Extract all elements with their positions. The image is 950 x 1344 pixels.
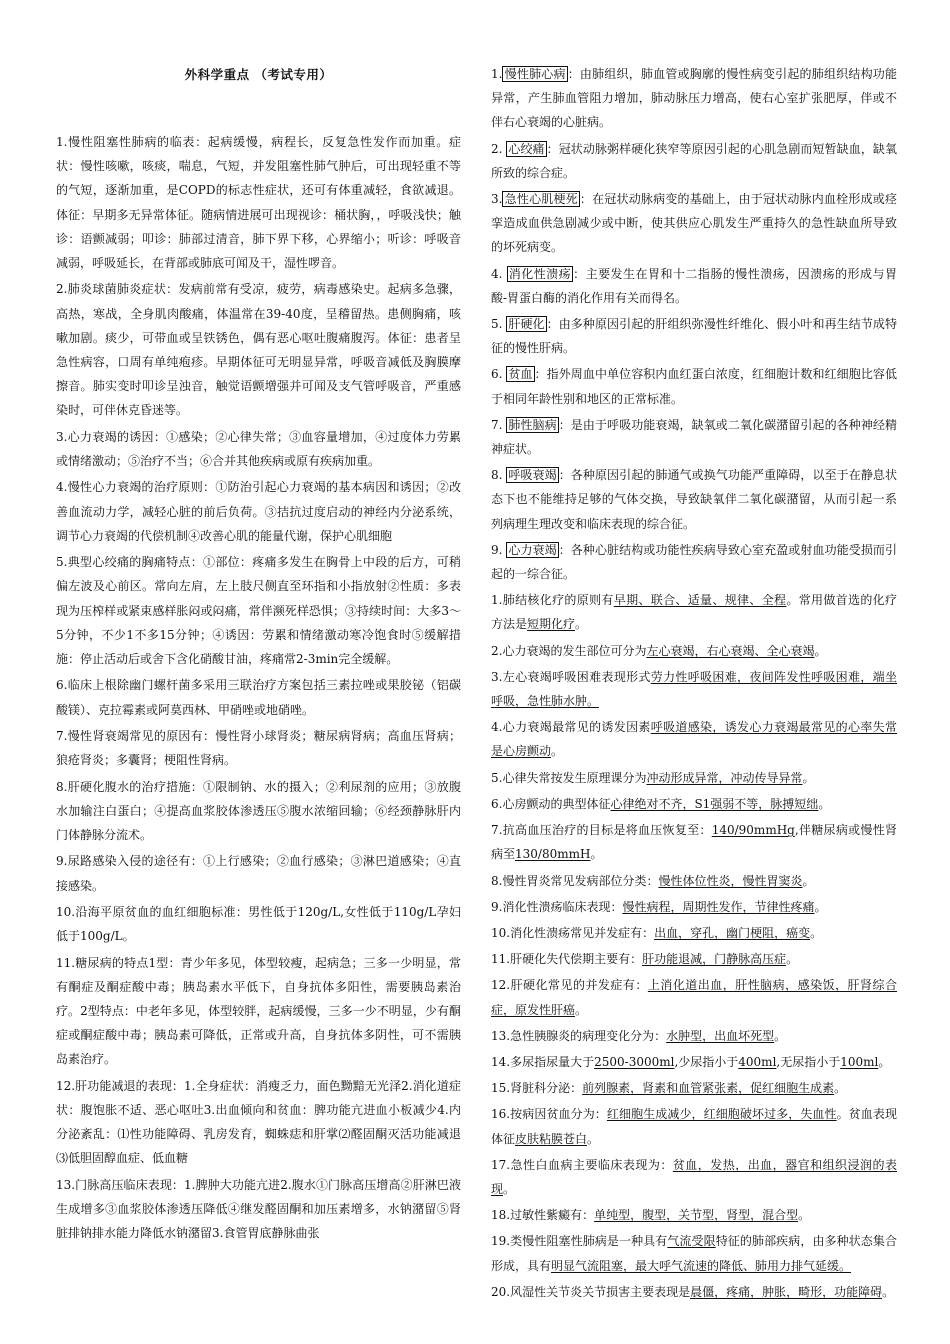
- underlined-answer: 130/80mmH: [515, 847, 591, 862]
- paragraph-text: 8.: [491, 468, 507, 483]
- underlined-answer: 140/90mmHg: [711, 823, 795, 838]
- paragraph-text: 1.肺结核化疗的原则有: [491, 593, 614, 608]
- boxed-term: 心力衰竭: [508, 542, 557, 557]
- left-paragraph: [56, 277, 461, 422]
- boxed-term: 贫血: [508, 367, 533, 382]
- underlined-answer: 100ml: [840, 1054, 879, 1069]
- underlined-answer: 上消化道出血，肝性脑病，感染饭，肝肾综合症，原发性肝癌: [491, 978, 897, 1017]
- left-paragraph: [56, 900, 461, 948]
- right-paragraph: [491, 895, 897, 919]
- right-paragraph: [491, 538, 897, 586]
- right-paragraph: [491, 1050, 897, 1074]
- right-paragraph: [491, 312, 897, 360]
- paragraph-text: 。贫血表现体征: [491, 1107, 897, 1146]
- paragraph-text: 14.多尿指尿量大于: [491, 1054, 595, 1069]
- underlined-answer: 肝功能退减，门静脉高压症: [642, 952, 787, 967]
- right-paragraph: [491, 766, 897, 790]
- paragraph-text: 。常用做首选的化疗方法是: [491, 593, 897, 632]
- paragraph-text: ：冠状动脉粥样硬化狭窄等原因引起的心肌急剧而短暂缺血，缺氧所致的综合症。: [491, 141, 897, 180]
- left-column-body: [56, 130, 461, 1245]
- boxed-term: 呼吸衰竭: [508, 468, 557, 483]
- right-paragraph: [491, 818, 897, 866]
- paragraph-text: ,伴糖尿病或慢性肾病至: [491, 823, 897, 862]
- paragraph-text: 1.慢性阻塞性肺病的临表：起病缓慢，病程长，反复急性发作而加重。症状：慢性咳嗽，咳痰，喘息，气短，并发阻塞性肺气肿后，可出现轻重不等的气短，逐渐加重，是COPD的标志性症状，还可有体重减轻，食欲减退。体征：早期多无异常体征。随病情进展可出现视诊：桶状胸，，呼吸浅快；触诊：语颤减弱；叩诊：肺部过清音，肺下界下移，心界缩小；听诊：呼吸音减弱，呼吸延长，在背部或肺底可闻及干，湿性啰音。: [56, 135, 461, 271]
- paragraph-text: 3.左心衰竭呼吸困难表现形式: [491, 669, 651, 684]
- paragraph-text: 。: [786, 952, 799, 967]
- underlined-answer: 皮肤粘膜苍白: [515, 1131, 588, 1146]
- right-paragraph: [491, 1280, 897, 1304]
- paragraph-text: 15.肾脏科分泌：: [491, 1081, 583, 1096]
- paragraph-text: 17.急性白血病主要临床表现为：: [491, 1157, 673, 1172]
- left-paragraph: [56, 849, 461, 897]
- paragraph-text: 。: [587, 1131, 600, 1146]
- paragraph-text: 1.: [491, 67, 503, 81]
- boxed-term: 肝硬化: [508, 317, 545, 332]
- paragraph-text: 7.慢性肾衰竭常见的原因有：慢性肾小球肾炎；糖尿病肾病；高血压肾病；狼疮肾炎；多囊肾；梗阻性肾病。: [56, 729, 461, 768]
- right-paragraph: [491, 921, 897, 945]
- paragraph-text: 3.: [491, 192, 503, 207]
- underlined-answer: 早期、联合、适量、规律、全程: [613, 593, 787, 608]
- right-paragraph: [491, 187, 897, 260]
- paragraph-text: 10.消化性溃疡常见并发症有：: [491, 925, 655, 940]
- paragraph-text: 3.心力衰竭的诱因：①感染；②心律失常；③血容量增加，④过度体力劳累或情绪激动；⑤治疗不当；⑥合并其他疾病或原有疾病加重。: [56, 429, 461, 469]
- underlined-answer: 400ml: [738, 1054, 777, 1069]
- boxed-term: 慢性肺心病: [504, 67, 566, 81]
- left-column: [56, 62, 461, 1248]
- underlined-answer: 慢性体位性炎，慢性胃窦炎: [658, 873, 803, 888]
- paragraph-text: 18.过敏性紫癜有：: [491, 1208, 595, 1223]
- paragraph-text: 。: [882, 1284, 895, 1299]
- underlined-answer: 左心衰竭，右心衰竭、全心衰竭: [646, 643, 815, 658]
- paragraph-text: 13.门脉高压临床表现：1.脾肿大功能亢进2.腹水①门脉高压增高②肝淋巴液生成增多③血浆胶体渗透压降低④继发醛固酮和加压素增多，水钠潴留⑤肾脏排钠排水能力降低水钠潴留3.食管胃底静脉曲张: [56, 1177, 461, 1241]
- left-paragraph: [56, 130, 461, 275]
- paragraph-text: 11.肝硬化失代偿期主要有：: [491, 952, 643, 967]
- paragraph-text: 6.: [491, 367, 507, 382]
- paragraph-text: 。: [802, 770, 815, 785]
- paragraph-text: 。: [810, 925, 823, 940]
- right-paragraph: [491, 1153, 897, 1201]
- right-paragraph: [491, 262, 897, 310]
- boxed-term: 肺性脑病: [508, 417, 557, 432]
- underlined-answer: 晨僵，疼痛，肿胀，畸形，功能障碍: [690, 1284, 883, 1299]
- right-paragraph: [491, 869, 897, 893]
- right-paragraph: [491, 1102, 897, 1150]
- paragraph-text: 。: [878, 1054, 891, 1069]
- underlined-answer: 心律绝对不齐，S1强弱不等，脉搏短绌: [610, 796, 819, 811]
- paragraph-text: 4.慢性心力衰竭的治疗原则：①防治引起心力衰竭的基本病因和诱因；②改善血流动力学，减轻心脏的前后负荷。③拮抗过度启动的神经内分泌系统，调节心力衰竭的代偿机制④改善心肌的能量代谢，保护心肌细胞: [56, 480, 461, 543]
- right-paragraph: [491, 665, 897, 713]
- paragraph-text: ：在冠状动脉病变的基础上，由于冠状动脉内血栓形成或痉挛造成血供急剧减少或中断，使其供应心肌发生严重持久的急性缺血所导致的坏死病变。: [491, 192, 897, 255]
- left-paragraph: [56, 1173, 461, 1246]
- paragraph-text: ,无尿指小于: [776, 1054, 841, 1069]
- right-paragraph: [491, 137, 897, 185]
- paragraph-text: 12.肝功能减退的表现：1.全身症状：消瘦乏力，面色黝黯无光泽2.消化道症状：腹饱胀不适、恶心呕吐3.出血倾向和贫血：脾功能亢进血小板减少4.内分泌紊乱：⑴性功能障碍、乳房发育，蜘蛛痣和肝掌⑵醛固酮灭活功能减退⑶低胆固醇血症、低血糖: [56, 1078, 461, 1166]
- left-paragraph: [56, 475, 461, 548]
- paragraph-text: ：各种原因引起的肺通气或换气功能严重障碍，以至于在静息状态下也不能维持足够的气体交换，导致缺氧伴二氧化碳潴留，从而引起一系列病理生理改变和临床表现的综合征。: [491, 468, 897, 531]
- paragraph-text: 13.急性胰腺炎的病理变化分为：: [491, 1028, 667, 1043]
- right-column: [491, 62, 897, 1306]
- right-paragraph: [491, 413, 897, 461]
- paragraph-text: 9.尿路感染入侵的途径有：①上行感染；②血行感染；③淋巴道感染；④直接感染。: [56, 854, 461, 893]
- paragraph-text: ：由肺组织，肺血管或胸廓的慢性病变引起的肺组织结构功能异常，产生肺血管阻力增加，肺动脉压力增高，使右心室扩张肥厚，伴或不伴右心衰竭的心脏病。: [491, 67, 897, 130]
- paragraph-text: ：由多种原因引起的肝组织弥漫性纤维化、假小叶和再生结节成特征的慢性肝病。: [491, 317, 897, 356]
- left-paragraph: [56, 724, 461, 772]
- paragraph-text: 5.心律失常按发生原理课分为: [491, 770, 647, 785]
- right-paragraph: [491, 792, 897, 816]
- underlined-answer: 慢性病程，周期性发作，节律性疼痛: [622, 899, 815, 914]
- paragraph-text: ：是由于呼吸功能衰竭，缺氧或二氧化碳潴留引起的各种神经精神症状。: [491, 417, 897, 457]
- underlined-answer: 出血，穿孔，幽门梗阻，癌变: [654, 925, 811, 940]
- underlined-answer: 冲动形成异常，冲动传导异常: [646, 770, 803, 785]
- paragraph-text: 9.消化性溃疡临床表现：: [491, 899, 623, 914]
- paragraph-text: 8.慢性胃炎常见发病部位分类：: [491, 873, 659, 888]
- right-paragraph: [491, 973, 897, 1021]
- paragraph-text: 4.心力衰竭最常见的诱发因素: [491, 720, 651, 735]
- paragraph-text: 特征的肺部疾病，由多种状态集合形成，具有: [491, 1234, 897, 1273]
- paragraph-text: 19.类慢性阻塞性肺病是一种具有: [491, 1234, 668, 1249]
- left-paragraph: [56, 775, 461, 848]
- paragraph-text: 。: [575, 1002, 588, 1017]
- paragraph-text: 。: [590, 847, 603, 862]
- paragraph-text: ,少尿指小于: [674, 1054, 739, 1069]
- paragraph-text: 2.: [491, 141, 507, 156]
- paragraph-text: 。: [551, 744, 564, 759]
- paragraph-text: 。: [575, 617, 588, 632]
- right-paragraph: [491, 588, 897, 636]
- right-paragraph: [491, 947, 897, 971]
- paragraph-text: 5.: [491, 317, 507, 332]
- right-column-body: [491, 62, 897, 1304]
- left-paragraph: [56, 425, 461, 473]
- paragraph-text: 。: [818, 796, 831, 811]
- right-paragraph: [491, 62, 897, 135]
- paragraph-text: 9.: [491, 542, 507, 557]
- paragraph-text: 10.沿海平原贫血的血红细胞标准：男性低于120g/L,女性低于110g/L孕妇低于100g/L。: [56, 904, 461, 944]
- paragraph-text: 7.抗高血压治疗的目标是将血压恢复至：: [491, 823, 712, 838]
- paragraph-text: ：指外周血中单位容积内血红蛋白浓度，红细胞计数和红细胞比容低于相同年龄性别和地区的正常标准。: [491, 367, 897, 406]
- paragraph-text: 。: [774, 1028, 787, 1043]
- document-title: 外科学重点 （考试专用）: [184, 67, 333, 82]
- left-paragraph: [56, 550, 461, 671]
- boxed-term: 消化性溃疡: [508, 266, 572, 281]
- paragraph-text: 。: [798, 1208, 811, 1223]
- paragraph-text: 20.风湿性关节炎关节损害主要表现是: [491, 1284, 691, 1299]
- paragraph-text: 6.临床上根除幽门螺杆菌多采用三联治疗方案包括三素拉唑或果胶铋（铝碳酸镁）、克拉霉素或阿莫西林、甲硝唑或地硝唑。: [56, 678, 461, 717]
- paragraph-text: 。: [503, 1181, 516, 1196]
- left-paragraph: [56, 1074, 461, 1171]
- paragraph-text: 5.典型心绞痛的胸痛特点：①部位：疼痛多发生在胸骨上中段的后方，可稍偏左波及心前区。常向左肩，左上肢尺侧直至环指和小指放射②性质：多表现为压榨样或紧束感样胀闷或闷痛，常伴濒死样恐惧；③持续时间：大多3～5分钟，不少1不多15分钟；④诱因：劳累和情绪激动寒冷饱食时⑤缓解措施：停止活动后或舍下含化硝酸甘油，疼痛常2-3min完全缓解。: [56, 555, 461, 667]
- right-paragraph: [491, 1076, 897, 1100]
- right-paragraph: [491, 1229, 897, 1277]
- paragraph-text: 6.心房颤动的典型体征: [491, 796, 611, 811]
- underlined-answer: 呼吸道感染，诱发心力衰竭最常见的心率失常是心房颤动: [491, 720, 897, 759]
- paragraph-text: 11.糖尿病的特点1型：青少年多见，体型较瘦，起病急；三多一少明显，常有酮症及酮症酸中毒；胰岛素水平低下，自身抗体多阳性，需要胰岛素治疗。2型特点：中老年多见，体型较胖，起病缓慢，三多一少不明显，少有酮症或酮症酸中毒；胰岛素可降低，正常或升高，自身抗体多阴性，可不需胰岛素治疗。: [56, 955, 461, 1067]
- right-paragraph: [491, 463, 897, 536]
- left-paragraph: [56, 951, 461, 1072]
- paragraph-text: 2.肺炎球菌肺炎症状：发病前常有受凉，疲劳，病毒感染史。起病多急骤，高热，寒战，全身肌肉酸痛，体温常在39-40度，呈稽留热。患侧胸痛，咳嗽加剧。痰少，可带血或呈铁锈色，偶有恶心呕吐腹痛腹泻。体征：患者呈急性病容，口周有单纯疱疹。早期体征可无明显异常，呼吸音减低及胸膜摩擦音。肺实变时叩诊呈浊音，触觉语颤增强并可闻及支气管呼吸音，严重感染时，可伴休克昏迷等。: [56, 282, 461, 418]
- underlined-answer: 单纯型，腹型，关节型，肾型，混合型: [594, 1208, 799, 1223]
- boxed-term: 急性心肌梗死: [504, 192, 578, 207]
- paragraph-text: 7.: [491, 417, 507, 432]
- paragraph-text: 4.: [491, 266, 507, 281]
- boxed-term: 心绞痛: [508, 141, 545, 156]
- paragraph-text: 12.肝硬化常见的并发症有：: [491, 978, 648, 993]
- underlined-answer: 水肿型，出血坏死型: [666, 1028, 775, 1043]
- right-paragraph: [491, 1024, 897, 1048]
- underlined-answer: 短期化疗: [527, 617, 576, 632]
- right-paragraph: [491, 639, 897, 663]
- paragraph-text: 。: [802, 873, 815, 888]
- paragraph-text: 。: [814, 899, 827, 914]
- right-paragraph: [491, 1203, 897, 1227]
- underlined-answer: 贫血，发热，出血，器官和组织浸润的表现: [491, 1157, 897, 1196]
- paragraph-text: ：各种心脏结构或功能性疾病导致心室充盈或射血功能受损而引起的一综合征。: [491, 542, 897, 582]
- underlined-answer: 气流受限: [667, 1234, 716, 1249]
- paragraph-text: 。: [814, 643, 827, 658]
- underlined-answer: 2500-3000ml: [594, 1054, 675, 1069]
- underlined-answer: 前列腺素，肾素和血管紧张素，促红细胞生成素: [582, 1081, 835, 1096]
- paragraph-text: 16.按病因贫血分为：: [491, 1107, 607, 1122]
- paragraph-text: 8.肝硬化腹水的治疗措施：①限制钠、水的摄入；②利尿剂的应用；③放腹水加输注白蛋白；④提高血浆胶体渗透压⑤腹水浓缩回输；⑥经颈静脉肝内门体静脉分流术。: [56, 779, 461, 842]
- right-paragraph: [491, 362, 897, 410]
- underlined-answer: 明显气流阻塞，最大呼气流速的降低、肺用力排气延缓。: [551, 1258, 852, 1273]
- underlined-answer: 红细胞生成减少，红细胞破坏过多，失血性: [606, 1107, 837, 1122]
- paragraph-text: ：主要发生在胃和十二指肠的慢性溃疡，因溃疡的形成与胃酸-胃蛋白酶的消化作用有关而得名。: [491, 266, 897, 305]
- paragraph-text: 。: [834, 1081, 847, 1096]
- right-paragraph: [491, 715, 897, 763]
- underlined-answer: 劳力性呼吸困难，夜间阵发性呼吸困难，端坐呼吸，急性肺水肿。: [491, 669, 897, 709]
- paragraph-text: 2.心力衰竭的发生部位可分为: [491, 643, 647, 658]
- left-paragraph: [56, 673, 461, 721]
